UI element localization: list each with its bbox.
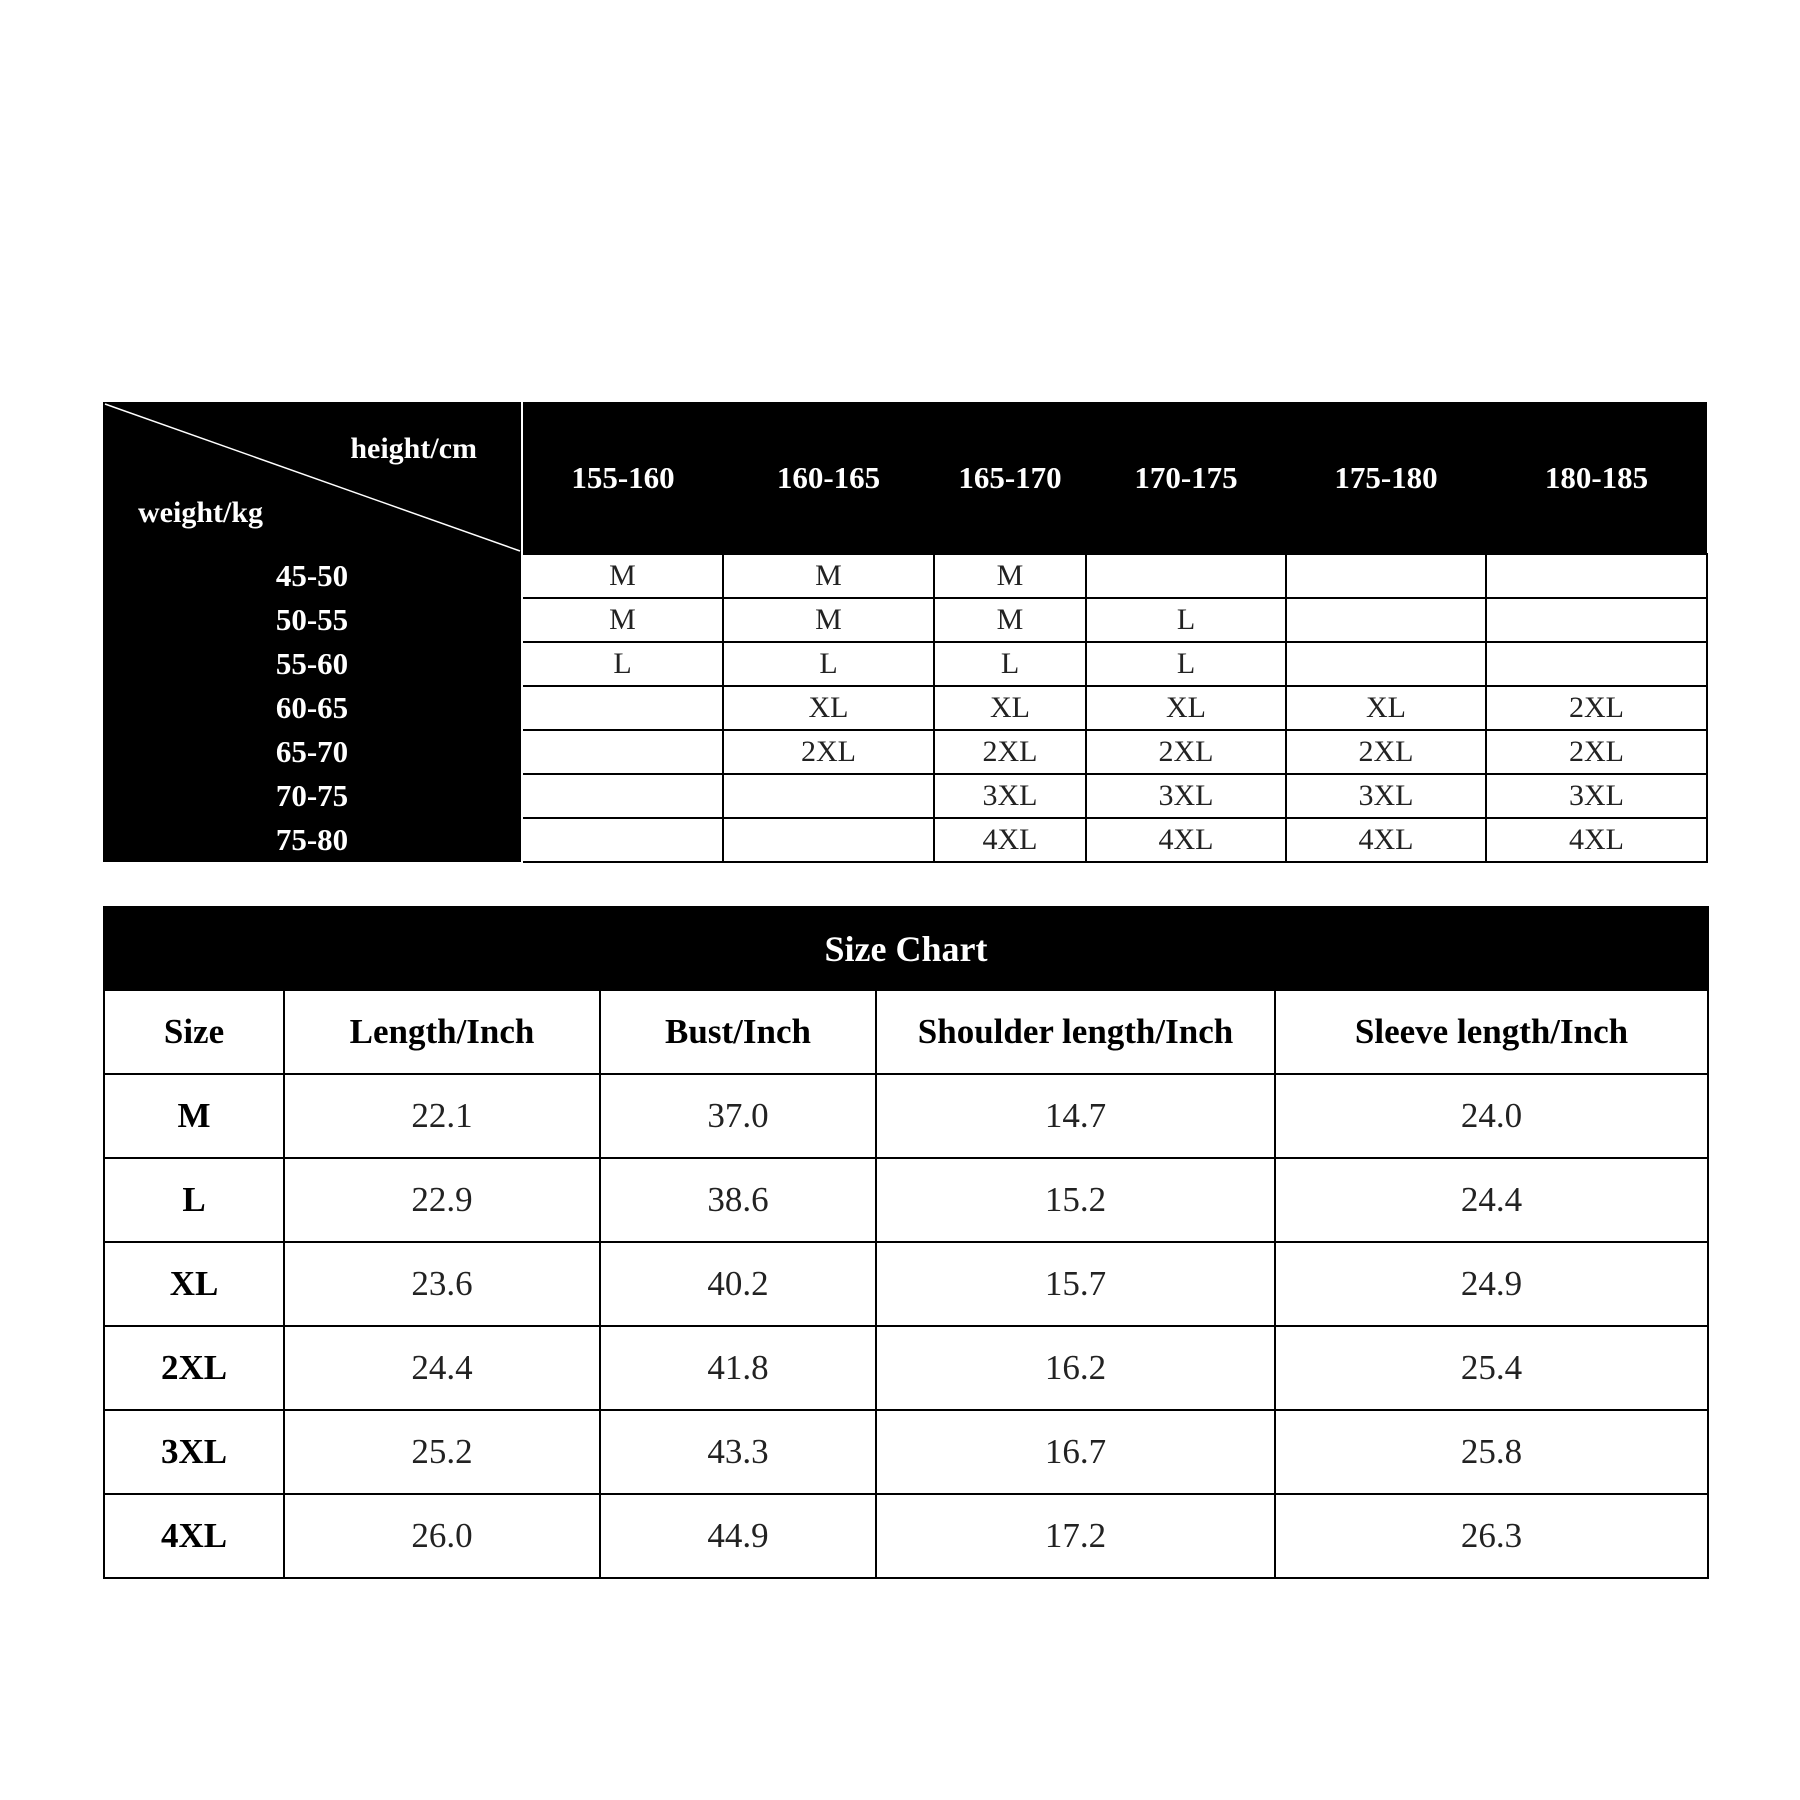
sleeve-value: 24.9	[1275, 1242, 1708, 1326]
bust-value: 40.2	[600, 1242, 876, 1326]
weight-range-label: 65-70	[103, 730, 522, 774]
length-value: 24.4	[284, 1326, 600, 1410]
size-cell	[522, 730, 723, 774]
length-value: 22.9	[284, 1158, 600, 1242]
corner-header-cell	[103, 402, 522, 554]
sleeve-value: 26.3	[1275, 1494, 1708, 1578]
size-label: XL	[104, 1242, 284, 1326]
shoulder-value: 17.2	[876, 1494, 1275, 1578]
weight-row	[103, 642, 1707, 686]
size-cell: 2XL	[1086, 730, 1286, 774]
length-value: 25.2	[284, 1410, 600, 1494]
table-row	[104, 1494, 1708, 1578]
weight-row	[103, 598, 1707, 642]
size-label: 4XL	[104, 1494, 284, 1578]
size-cell: 2XL	[1486, 686, 1707, 730]
weight-range-label: 50-55	[103, 598, 522, 642]
size-cell: M	[723, 554, 934, 598]
size-chart-column-headers	[104, 990, 1708, 1074]
sleeve-value: 25.8	[1275, 1410, 1708, 1494]
size-cell	[522, 774, 723, 818]
bust-value: 43.3	[600, 1410, 876, 1494]
shoulder-value: 15.7	[876, 1242, 1275, 1326]
size-cell	[1286, 598, 1486, 642]
column-header-sleeve: Sleeve length/Inch	[1275, 990, 1708, 1074]
column-header-size: Size	[104, 990, 284, 1074]
height-range-header: 175-180	[1286, 402, 1486, 554]
size-cell: L	[1086, 598, 1286, 642]
sleeve-value: 25.4	[1275, 1326, 1708, 1410]
table-row	[104, 1158, 1708, 1242]
size-cell	[1286, 554, 1486, 598]
length-value: 26.0	[284, 1494, 600, 1578]
sleeve-value: 24.0	[1275, 1074, 1708, 1158]
size-chart-title-row	[104, 907, 1708, 990]
size-cell: 2XL	[1286, 730, 1486, 774]
column-header-shoulder: Shoulder length/Inch	[876, 990, 1275, 1074]
size-cell: L	[723, 642, 934, 686]
size-label: L	[104, 1158, 284, 1242]
length-value: 22.1	[284, 1074, 600, 1158]
bust-value: 38.6	[600, 1158, 876, 1242]
size-cell: 4XL	[1286, 818, 1486, 862]
bust-value: 37.0	[600, 1074, 876, 1158]
bust-value: 44.9	[600, 1494, 876, 1578]
diagonal-divider	[103, 402, 522, 553]
weight-row	[103, 818, 1707, 862]
size-cell: 3XL	[1286, 774, 1486, 818]
size-cell: 2XL	[1486, 730, 1707, 774]
shoulder-value: 15.2	[876, 1158, 1275, 1242]
size-cell: 3XL	[934, 774, 1086, 818]
size-cell: 3XL	[1086, 774, 1286, 818]
size-cell: 4XL	[934, 818, 1086, 862]
size-cell: M	[934, 598, 1086, 642]
weight-range-label: 75-80	[103, 818, 522, 862]
weight-range-label: 55-60	[103, 642, 522, 686]
size-cell: L	[522, 642, 723, 686]
size-label: 2XL	[104, 1326, 284, 1410]
size-cell: XL	[1086, 686, 1286, 730]
size-cell	[1286, 642, 1486, 686]
sleeve-value: 24.4	[1275, 1158, 1708, 1242]
size-cell: M	[934, 554, 1086, 598]
weight-row	[103, 554, 1707, 598]
size-cell	[1486, 598, 1707, 642]
weight-row	[103, 730, 1707, 774]
size-cell: 3XL	[1486, 774, 1707, 818]
size-cell	[723, 818, 934, 862]
column-header-bust: Bust/Inch	[600, 990, 876, 1074]
shoulder-value: 16.7	[876, 1410, 1275, 1494]
table-row	[104, 1410, 1708, 1494]
size-cell	[723, 774, 934, 818]
size-cell: XL	[1286, 686, 1486, 730]
bust-value: 41.8	[600, 1326, 876, 1410]
size-cell	[1086, 554, 1286, 598]
shoulder-value: 16.2	[876, 1326, 1275, 1410]
column-header-length: Length/Inch	[284, 990, 600, 1074]
weight-range-label: 70-75	[103, 774, 522, 818]
height-range-header: 170-175	[1086, 402, 1286, 554]
size-cell: 4XL	[1086, 818, 1286, 862]
size-cell: 2XL	[934, 730, 1086, 774]
table-row	[104, 1326, 1708, 1410]
size-cell: XL	[934, 686, 1086, 730]
height-header-row	[103, 402, 1707, 554]
height-range-header: 180-185	[1486, 402, 1707, 554]
weight-row	[103, 686, 1707, 730]
size-cell	[522, 686, 723, 730]
size-cell: M	[522, 554, 723, 598]
weight-range-label: 45-50	[103, 554, 522, 598]
size-chart-table	[103, 906, 1709, 1579]
size-cell	[522, 818, 723, 862]
weight-range-label: 60-65	[103, 686, 522, 730]
height-range-header: 165-170	[934, 402, 1086, 554]
size-label: 3XL	[104, 1410, 284, 1494]
table-row	[104, 1074, 1708, 1158]
size-label: M	[104, 1074, 284, 1158]
size-chart-title: Size Chart	[104, 907, 1708, 990]
size-cell: 4XL	[1486, 818, 1707, 862]
size-cell: L	[1086, 642, 1286, 686]
size-cell: L	[934, 642, 1086, 686]
size-cell	[1486, 554, 1707, 598]
height-range-header: 160-165	[723, 402, 934, 554]
size-cell: 2XL	[723, 730, 934, 774]
table-row	[104, 1242, 1708, 1326]
weight-row	[103, 774, 1707, 818]
size-cell: XL	[723, 686, 934, 730]
size-cell	[1486, 642, 1707, 686]
height-weight-table	[103, 402, 1708, 863]
weight-axis-label: weight/kg	[138, 496, 264, 529]
size-cell: M	[723, 598, 934, 642]
height-axis-label: height/cm	[350, 432, 477, 465]
shoulder-value: 14.7	[876, 1074, 1275, 1158]
height-range-header: 155-160	[522, 402, 723, 554]
size-cell: M	[522, 598, 723, 642]
length-value: 23.6	[284, 1242, 600, 1326]
